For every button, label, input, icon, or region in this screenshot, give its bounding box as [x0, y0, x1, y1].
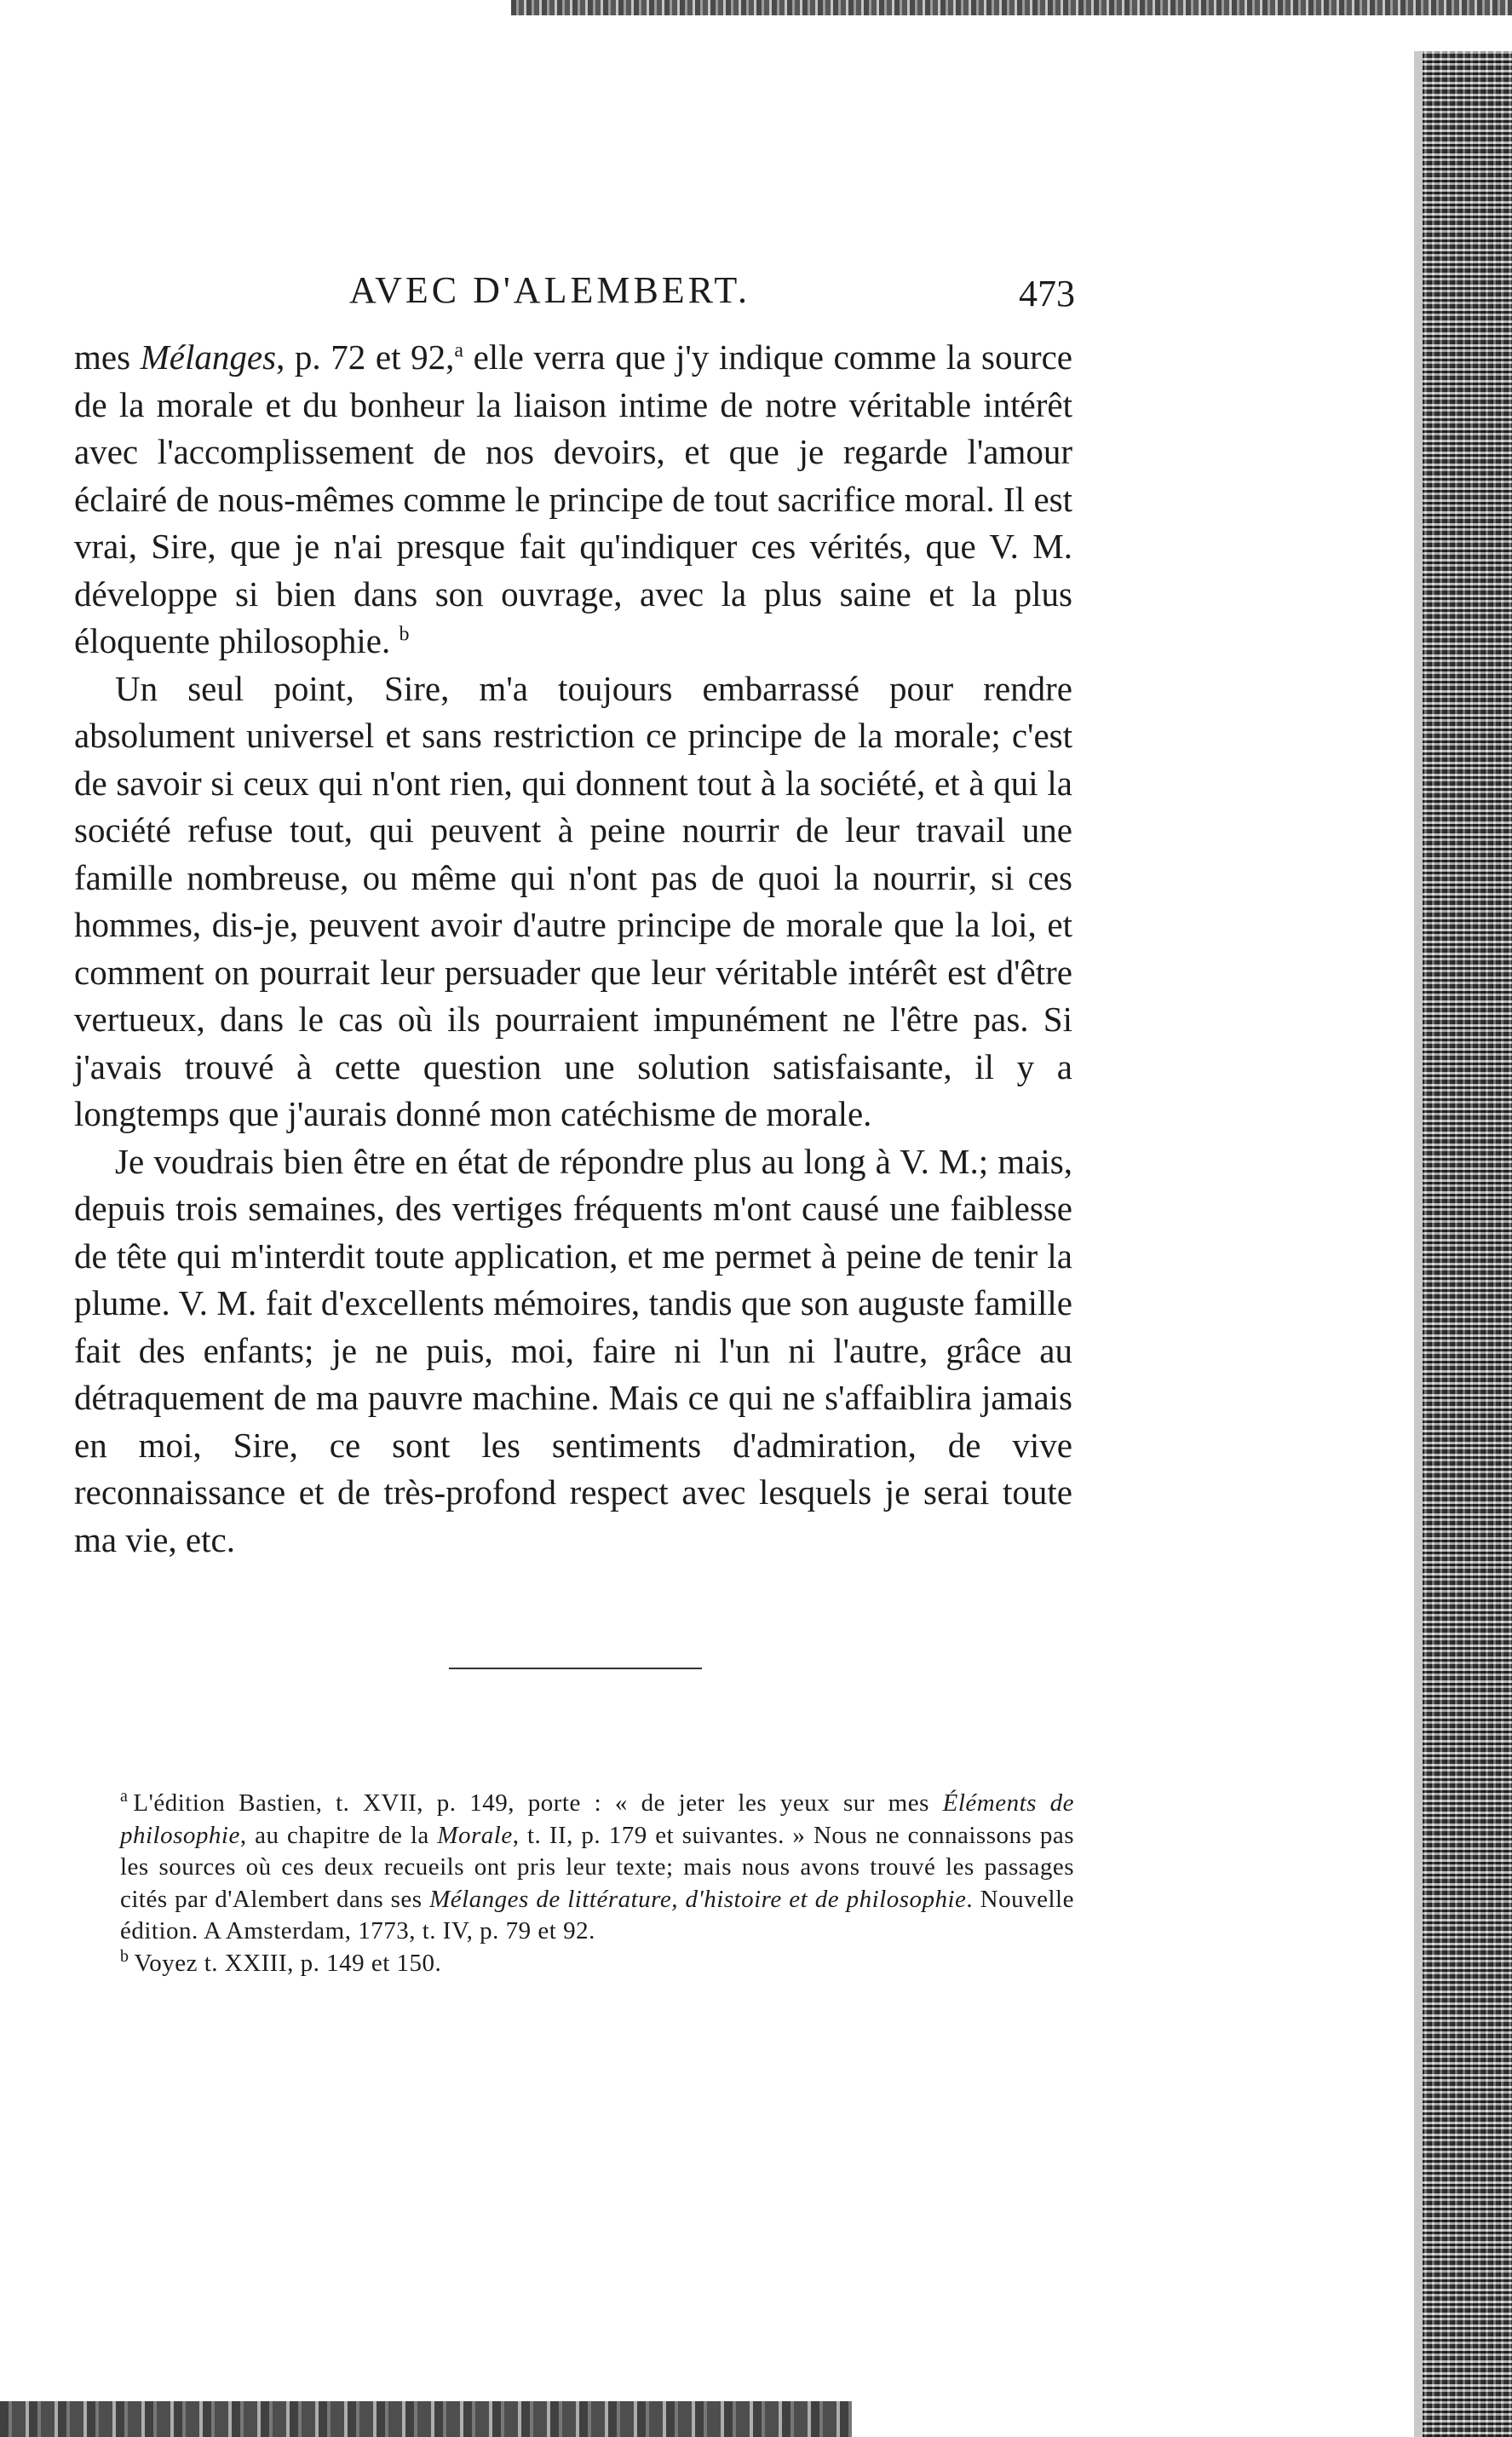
page-header: [0, 268, 1512, 320]
body-text: [74, 334, 1072, 1564]
footnote-b: [120, 1948, 1074, 1980]
text-run: L'édition Bastien, t. XVII, p. 149, porte : « de jeter les yeux sur mes: [133, 1789, 943, 1817]
scan-edge-top: [511, 0, 1512, 15]
text-run: Voyez t. XXIII, p. 149 et 150.: [134, 1949, 442, 1977]
text-run: elle verra que j'y indique comme la source de la morale et du bonheur la liaison intime de notre véritable intérêt avec l'accomplissement de nos devoirs, et que je regarde l'amour éclairé de nous-mêmes comme le principe de tout sacrifice moral. Il est vrai, Sire, que je n'ai presque fait qu'indiquer ces vérités, que V. M. développe si bien dans son ouvrage, avec la plus saine et la plus éloquente philosophie.: [74, 337, 1072, 660]
text-run: , p. 72 et 92,: [276, 337, 455, 377]
title-elements: Éléments de philosophie: [120, 1789, 1075, 1849]
footnote-separator: [449, 1668, 702, 1669]
paragraph-3: Je voudrais bien être en état de répondre plus au long à V. M.; mais, depuis trois semaines, des vertiges fréquents m'ont causé une faiblesse de tête qui m'interdit toute application, et me permet à peine de tenir la plume. V. M. fait d'excellents mémoires, tandis que son auguste famille fait des enfants; je ne puis, moi, faire ni l'un ni l'autre, grâce au détraquement de ma pauvre machine. Mais ce qui ne s'affaiblira jamais en moi, Sire, ce sont les sentiments d'admiration, de vive reconnaissance et de très-profond respect avec lesquels je serai toute ma vie, etc.: [74, 1141, 1072, 1559]
footnote-ref-b[interactable]: b: [399, 623, 410, 646]
text-run: mes: [74, 337, 141, 377]
footnote-a: [120, 1788, 1074, 1948]
footnote-ref-a[interactable]: a: [454, 339, 463, 362]
text-run: . Nouvelle édition. A Amsterdam, 1773, t. IV, p. 79 et 92.: [120, 1885, 1074, 1944]
scan-edge-right: [1423, 51, 1512, 2437]
footnotes: [120, 1788, 1074, 1979]
paragraph-1: [74, 334, 1072, 665]
page-number: 473: [1019, 273, 1075, 314]
scan-edge-rim: [1414, 51, 1423, 2437]
footnote-label-b: b: [120, 1946, 129, 1966]
paragraph-2: Un seul point, Sire, m'a toujours embarrassé pour rendre absolument universel et sans restriction ce principe de la morale; c'est de savoir si ceux qui n'ont rien, qui donnent tout à la société, et à qui la société refuse tout, qui peuvent à peine nourrir de leur travail une famille nombreuse, ou même qui n'ont pas de quoi la nourrir, si ces hommes, dis-je, peuvent avoir d'autre principe de morale que la loi, et comment on pourrait leur persuader que leur véritable intérêt est d'être vertueux, dans le cas où ils pourraient impunément ne l'être pas. Si j'avais trouvé à cette question une solution satisfaisante, il y a longtemps que j'aurais donné mon catéchisme de morale.: [74, 668, 1072, 1133]
text-run: , au chapitre de la: [239, 1821, 438, 1849]
footnote-label-a: a: [120, 1787, 129, 1806]
scan-edge-bottom: [0, 2401, 852, 2437]
title-melanges-litterature: Mélanges de littérature, d'histoire et de philosophie: [429, 1885, 967, 1913]
title-melanges: Mélanges: [140, 337, 277, 377]
running-title: AVEC D'ALEMBERT.: [349, 269, 750, 311]
text-run: , t. II, p. 179 et suivantes. » Nous ne connaissons pas les sources où ces deux recueils ont pris leur texte; mais nous avons trouvé les passages cités par d'Alembert dans ses: [120, 1821, 1074, 1913]
title-morale: Morale: [437, 1821, 513, 1849]
